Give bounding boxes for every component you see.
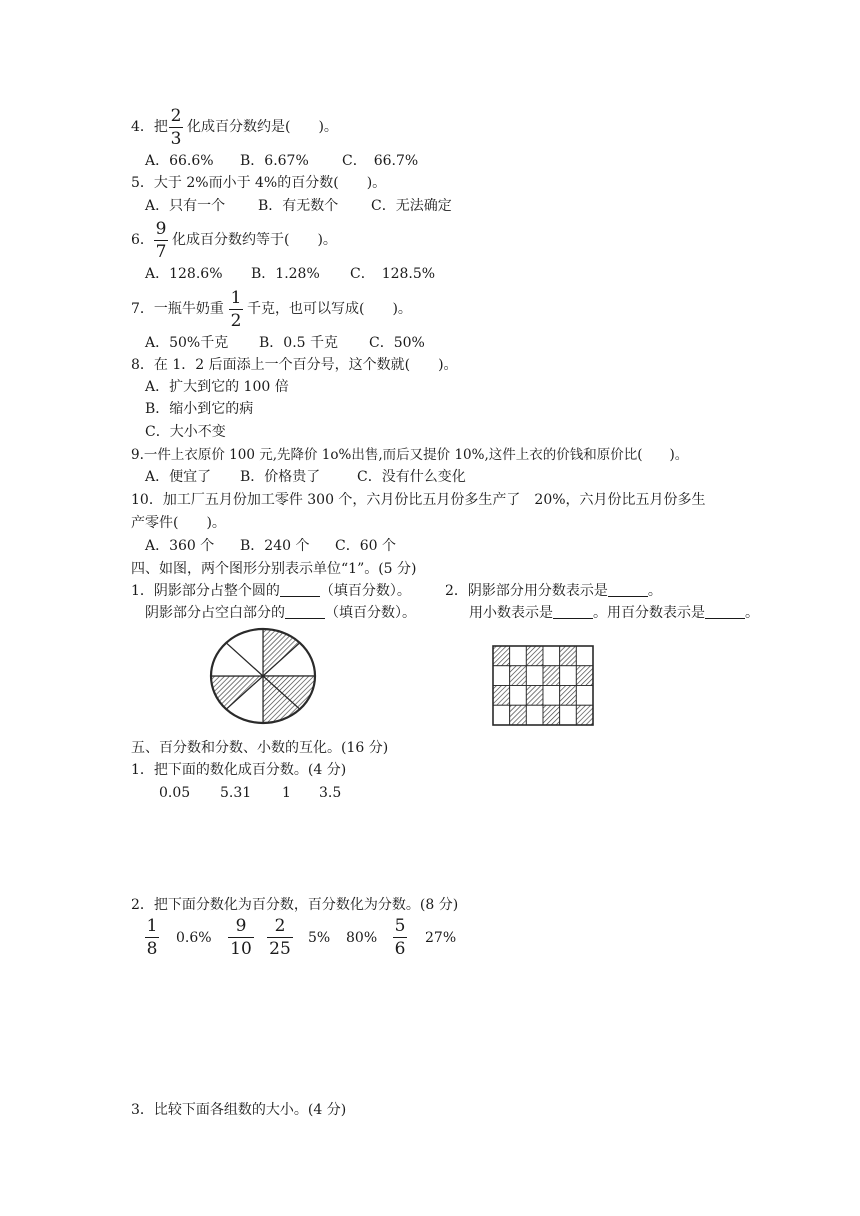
shaded-cell — [510, 705, 527, 725]
q8-text: 8．在 1．2 后面添上一个百分号，这个数就( )。 — [131, 357, 458, 373]
blank-cell — [576, 646, 593, 666]
sec4-q1-suffix: （填百分数）。 — [319, 583, 411, 599]
sec5-q1-value: 3.5 — [319, 785, 342, 801]
q6-suffix: 化成百分数约等于( )。 — [172, 232, 337, 248]
blank-cell — [526, 666, 543, 686]
sec5-q2-fraction — [393, 916, 407, 959]
sec5-q1-value: 0.05 — [159, 785, 191, 801]
answer-blank — [553, 604, 593, 619]
sec5-q2-percent: 5% — [308, 930, 331, 946]
sec4-q2-line2 — [469, 604, 759, 622]
shaded-cell — [493, 686, 510, 706]
sec4-q2-line1 — [445, 582, 662, 600]
grid-cells — [493, 646, 593, 725]
sec5-q2-percent: 0.6% — [176, 930, 212, 946]
q4-option-c: C． 66.7% — [342, 153, 419, 169]
sec4-q2b-mid: 。用百分数表示是 — [593, 605, 705, 621]
blank-cell — [576, 686, 593, 706]
q4-option-a: A．66.6% — [145, 153, 214, 169]
sec5-q1-value: 1 — [282, 785, 291, 801]
q10-option-c: C．60 个 — [335, 538, 396, 554]
sec5-q1-value: 5.31 — [220, 785, 252, 801]
answer-blank — [705, 604, 745, 619]
q6-fraction — [154, 219, 168, 262]
q7-frac-den: 2 — [230, 311, 242, 331]
sec4-q2-prefix: 2．阴影部分用分数表示是 — [445, 583, 608, 599]
blank-cell — [543, 646, 560, 666]
shaded-cell — [576, 666, 593, 686]
sec5-q2-percent: 27% — [425, 930, 457, 946]
answer-blank — [285, 604, 325, 619]
q9-option-c: C．没有什么变化 — [357, 469, 466, 485]
q6-option-a: A．128.6% — [145, 266, 223, 282]
blank-cell — [526, 705, 543, 725]
q9-option-b: B．价格贵了 — [240, 469, 321, 485]
q7-option-c: C．50% — [369, 335, 425, 351]
q4-option-b: B．6.67% — [240, 153, 309, 169]
q8-option-a: A．扩大到它的 100 倍 — [145, 379, 289, 395]
shaded-cell — [493, 646, 510, 666]
q9-text: 9.一件上衣原价 100 元,先降价 1o%出售,而后又提价 10%,这件上衣的价钱和原价比( )。 — [131, 447, 689, 463]
sec4-q1-line2 — [145, 604, 416, 622]
q7-option-b: B．0.5 千克 — [259, 335, 339, 351]
shaded-cell — [510, 666, 527, 686]
sec5-q2-fraction — [267, 916, 293, 959]
shaded-cell — [576, 705, 593, 725]
q4-frac-num: 2 — [170, 106, 182, 126]
q6-frac-den: 7 — [155, 242, 167, 262]
shaded-cell — [526, 686, 543, 706]
answer-blank — [608, 582, 648, 597]
shaded-cell — [560, 646, 577, 666]
q6-frac-num: 9 — [155, 219, 167, 239]
frac-den: 6 — [394, 939, 406, 959]
sec4-q1b-suffix: （填百分数）。 — [325, 605, 416, 621]
sec5-q1-title: 1．把下面的数化成百分数。(4 分) — [131, 762, 347, 778]
q6-prefix: 6． — [131, 232, 154, 248]
q4-prefix: 4．把 — [131, 119, 168, 135]
frac-num: 1 — [146, 916, 158, 936]
q6-option-b: B．1.28% — [251, 266, 320, 282]
sec4-title: 四、如图，两个图形分别表示单位“1”。(5 分) — [131, 561, 417, 577]
shaded-circle-figure — [205, 626, 321, 726]
blank-cell — [493, 666, 510, 686]
sec5-q2-fraction — [145, 916, 159, 959]
shaded-grid-figure — [492, 645, 596, 727]
q10-option-a: A．360 个 — [145, 538, 215, 554]
frac-num: 9 — [235, 916, 247, 936]
frac-num: 2 — [274, 916, 286, 936]
frac-den: 8 — [146, 939, 158, 959]
shaded-cell — [560, 686, 577, 706]
answer-blank — [280, 582, 320, 597]
sec4-q1-line1 — [131, 582, 411, 600]
sec4-q1-prefix: 1．阴影部分占整个圆的 — [131, 583, 280, 599]
q5-option-b: B．有无数个 — [258, 198, 339, 214]
q10-line2: 产零件( )。 — [131, 515, 226, 531]
q10-option-b: B．240 个 — [240, 538, 310, 554]
q7-fraction — [229, 288, 243, 331]
q8-option-c: C．大小不变 — [145, 424, 226, 440]
q5-option-c: C．无法确定 — [371, 198, 452, 214]
q10-line1: 10．加工厂五月份加工零件 300 个，六月份比五月份多生产了 20%，六月份比五月份多生 — [131, 492, 706, 508]
sec4-q2b-prefix: 用小数表示是 — [469, 605, 553, 621]
sec5-q2-fraction — [228, 916, 254, 959]
q7-prefix: 7．一瓶牛奶重 — [131, 301, 224, 317]
sec5-title: 五、百分数和分数、小数的互化。(16 分) — [131, 740, 389, 756]
shaded-cell — [543, 705, 560, 725]
q5-option-a: A．只有一个 — [145, 198, 226, 214]
q8-option-b: B．缩小到它的病 — [145, 401, 254, 417]
q7-suffix: 千克，也可以写成( )。 — [247, 301, 412, 317]
blank-cell — [560, 705, 577, 725]
q4-suffix: 化成百分数约是( )。 — [187, 119, 338, 135]
q4-frac-den: 3 — [170, 129, 182, 149]
blank-cell — [510, 646, 527, 666]
frac-den: 10 — [230, 939, 252, 959]
sec4-q1b-prefix: 阴影部分占空白部分的 — [145, 605, 285, 621]
shaded-cell — [526, 646, 543, 666]
frac-den: 25 — [269, 939, 291, 959]
frac-num: 5 — [394, 916, 406, 936]
sec4-q2-suffix: 。 — [647, 583, 662, 599]
q7-option-a: A．50%千克 — [145, 335, 229, 351]
sec4-q2b-suffix: 。 — [745, 605, 759, 621]
sec5-q2-percent: 80% — [346, 930, 378, 946]
q6-option-c: C． 128.5% — [350, 266, 436, 282]
blank-cell — [560, 666, 577, 686]
q7-frac-num: 1 — [230, 288, 242, 308]
sec5-q3-title: 3．比较下面各组数的大小。(4 分) — [131, 1102, 347, 1118]
blank-cell — [543, 686, 560, 706]
blank-cell — [510, 686, 527, 706]
shaded-cell — [543, 666, 560, 686]
blank-cell — [493, 705, 510, 725]
sec5-q2-title: 2．把下面分数化为百分数，百分数化为分数。(8 分) — [131, 897, 459, 913]
q4-fraction — [169, 106, 183, 149]
q9-option-a: A．便宜了 — [145, 469, 212, 485]
q5-text: 5．大于 2%而小于 4%的百分数( )。 — [131, 175, 387, 191]
